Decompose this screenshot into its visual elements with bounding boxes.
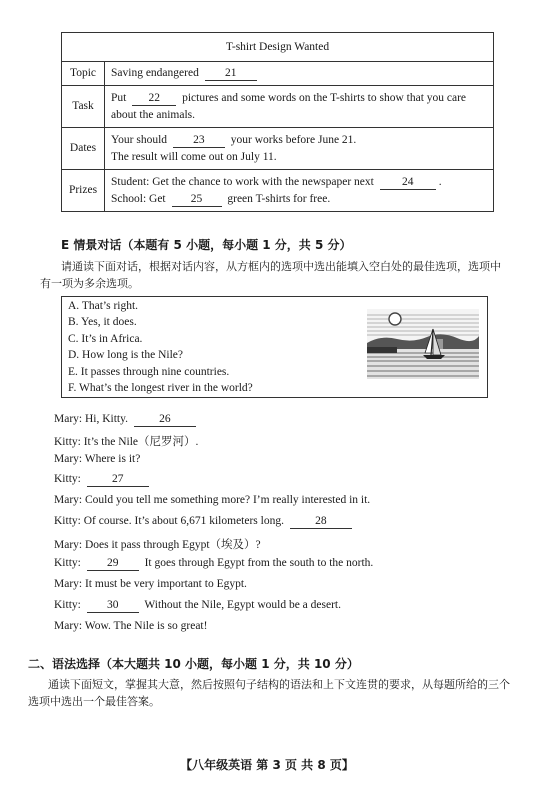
dialogue-line-9: Mary: It must be very important to Egypt. [54, 578, 247, 590]
dialogue-line-8: Kitty: 29 It goes through Egypt from the south to the north. [54, 557, 374, 569]
page-footer: 【八年级英语 第 3 页 共 8 页】 [180, 758, 354, 772]
dialogue-line-5: Mary: Could you tell me something more? I’m really interested in it. [54, 494, 371, 506]
dialogue-line-11: Mary: Wow. The Nile is so great! [54, 620, 208, 632]
blank-27[interactable]: 27 [87, 473, 149, 487]
blank-29[interactable]: 29 [87, 557, 139, 571]
task-label: Task [62, 86, 105, 128]
prizes-cell: Student: Get the chance to work with the newspaper next 24 . School: Get 25 green T-shirts for free. [105, 170, 494, 212]
options-list [68, 298, 253, 396]
option-d: D. How long is the Nile? [68, 349, 183, 362]
blank-22[interactable]: 22 [132, 92, 176, 106]
section-e-instruction: 请通读下面对话，根据对话内容，从方框内的选项中选出能填入空白处的最佳选项，选项中有一项为多余选项。 [40, 260, 501, 290]
prizes-label: Prizes [62, 170, 105, 212]
blank-30[interactable]: 30 [87, 599, 139, 613]
options-box [61, 296, 488, 398]
topic-label: Topic [62, 62, 105, 86]
dates-label: Dates [62, 128, 105, 170]
dates-cell: Your should 23 your works before June 21. The result will come out on July 11. [105, 128, 494, 170]
dialogue-line-7: Mary: Does it pass through Egypt（埃及）? [54, 539, 261, 551]
option-f: F. What’s the longest river in the world? [68, 382, 253, 395]
blank-23[interactable]: 23 [173, 134, 225, 148]
section-2-instruction: 通读下面短文，掌握其大意，然后按照句子结构的语法和上下文连贯的要求，从每题所给的三个选项中选出一个最佳答案。 [28, 678, 510, 708]
dialogue-line-10: Kitty: 30 Without the Nile, Egypt would be a desert. [54, 599, 341, 611]
blank-26[interactable]: 26 [134, 413, 196, 427]
dialogue-line-3: Mary: Where is it? [54, 453, 141, 465]
dialogue-line-1: Mary: Hi, Kitty. 26 [54, 413, 199, 427]
blank-21[interactable]: 21 [205, 67, 257, 81]
option-e: E. It passes through nine countries. [68, 365, 230, 378]
blank-25[interactable]: 25 [172, 193, 222, 207]
blank-24[interactable]: 24 [380, 176, 436, 190]
dialogue-line-6: Kitty: Of course. It’s about 6,671 kilometers long. 28 [54, 515, 355, 529]
tshirt-design-table [61, 32, 494, 212]
option-a: A. That’s right. [68, 300, 139, 312]
dialogue-line-4: Kitty: 27 [54, 473, 152, 487]
task-cell: Put 22 pictures and some words on the T-shirts to show that you care about the animals. [105, 86, 494, 128]
section-e-title: E 情景对话（本题有 5 小题，每小题 1 分，共 5 分） [61, 238, 352, 252]
table-title: T-shirt Design Wanted [62, 33, 494, 62]
topic-cell: Saving endangered 21 [105, 62, 494, 86]
dialogue-line-2: Kitty: It’s the Nile（尼罗河）. [54, 436, 199, 448]
blank-28[interactable]: 28 [290, 515, 352, 529]
option-c: C. It’s in Africa. [68, 332, 143, 345]
nile-sailboat-image [367, 309, 479, 379]
option-b: B. Yes, it does. [68, 316, 137, 329]
section-2-title: 二、语法选择（本大题共 10 小题，每小题 1 分，共 10 分） [28, 657, 359, 671]
